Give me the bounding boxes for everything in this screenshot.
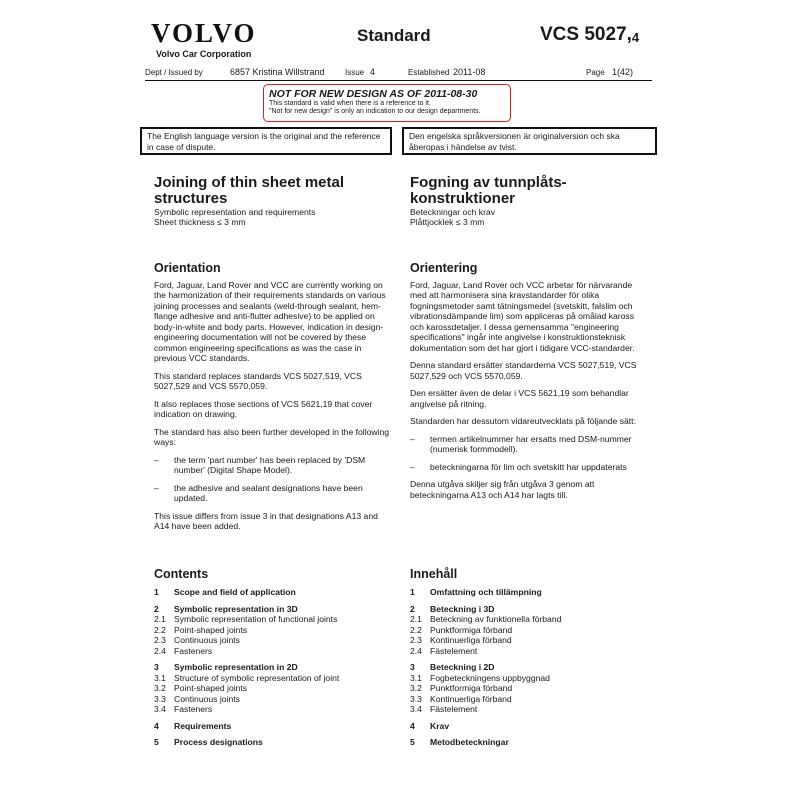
toc-title: Beteckning i 3D [430, 603, 495, 614]
paragraph-en-2: This standard replaces standards VCS 5027,519, VCS 5027,529 and VCS 5570,059. [154, 370, 362, 391]
bullet-dash: – [154, 482, 159, 493]
toc-title: Symbolic representation in 2D [174, 662, 298, 672]
bullet-dash: – [410, 433, 415, 444]
toc-number: 5 [410, 737, 415, 747]
toc-en [154, 587, 339, 748]
toc-entry[interactable] [410, 721, 561, 732]
issue-label: Issue [345, 68, 365, 77]
toc-number: 4 [154, 720, 159, 731]
toc-number: 5 [154, 737, 159, 747]
contents-en [154, 567, 339, 748]
toc-title: Fasteners [174, 704, 213, 714]
toc-number: 3.4 [154, 704, 166, 714]
bullet-text: the term 'part number' has been replaced by 'DSM number' (Digital Shape Model). [174, 454, 366, 475]
toc-entry[interactable] [154, 673, 339, 684]
toc-number: 2.3 [154, 635, 166, 645]
toc-title: Structure of symbolic representation of joint [174, 672, 340, 683]
toc-title: Point-shaped joints [174, 683, 248, 693]
subtitle-sv-2: Plåttjocklek ≤ 3 mm [410, 217, 485, 227]
notice-line-1: This standard is valid when there is a reference to it. [269, 100, 431, 107]
paragraph-sv-3: Den ersätter även de delar i VCS 5621,19 som behandlar angivelse på ritning. [410, 388, 629, 409]
toc-number: 3.3 [154, 693, 166, 704]
volvo-logo: VOLVO [151, 18, 257, 48]
document-title-en: Joining of thin sheet metal structures [154, 174, 345, 207]
paragraph-en-4: The standard has also been further developed in the following ways: [154, 426, 390, 447]
toc-entry[interactable] [154, 604, 339, 615]
toc-entry[interactable] [154, 635, 339, 646]
notice-line-2: "Not for new design" is only an indication to our design departments. [269, 108, 481, 115]
toc-entry[interactable] [410, 683, 561, 694]
toc-title: Scope and field of application [174, 587, 296, 597]
toc-number: 2.2 [154, 624, 166, 635]
toc-title: Continuous joints [174, 693, 240, 704]
paragraph-sv-1: Ford, Jaguar, Land Rover och VCC arbetar för närvarande med att harmonisera sina kravstandarder för olika fogningsmetoder samt tätningsmedel (svetskitt, falslim och vibrationsdämpande lim) som appliceras på omålad kaross och karossdetaljer. I dessa gemensamma "engineering specifications" ingår inte angivelse i konstruktionsteknisk dokumentation som det har gjort i tidigare VCC-standarder. [410, 279, 635, 353]
language-box-sv: Den engelska språkversionen är originalversion och ska åberopas i händelse av tvist. [402, 127, 657, 155]
toc-entry[interactable] [154, 694, 339, 705]
bullet-dash: – [154, 454, 159, 465]
contents-heading-sv: Innehåll [410, 567, 458, 581]
toc-entry[interactable] [410, 673, 561, 684]
swedish-body [410, 263, 650, 507]
toc-title: Process designations [174, 737, 263, 747]
toc-entry[interactable] [410, 625, 561, 636]
orientation-heading-sv: Orientering [410, 261, 478, 275]
bullet-text: termen artikelnummer har ersatts med DSM-nummer (numerisk formmodell). [430, 433, 632, 454]
toc-number: 4 [410, 720, 415, 731]
toc-number: 2.4 [154, 645, 166, 656]
corporation-name: Volvo Car Corporation [156, 49, 252, 59]
toc-title: Beteckning av funktionella förband [430, 614, 562, 624]
toc-title: Symbolic representation of functional joints [174, 614, 338, 624]
toc-number: 2.1 [410, 614, 422, 624]
toc-title: Kontinuerliga förband [430, 635, 512, 645]
toc-title: Fogbeteckningens uppbyggnad [430, 672, 550, 683]
paragraph-sv-5: Denna utgåva skiljer sig från utgåva 3 genom att beteckningarna A13 och A14 har lagts till. [410, 479, 595, 500]
toc-entry[interactable] [410, 737, 561, 748]
toc-title: Punktformiga förband [430, 683, 513, 693]
toc-title: Continuous joints [174, 635, 240, 645]
toc-entry[interactable] [154, 646, 339, 657]
toc-entry[interactable] [154, 683, 339, 694]
document-title-sv: Fogning av tunnplåts-konstruktioner [410, 174, 567, 207]
toc-number: 3.4 [410, 704, 422, 714]
toc-number: 3.3 [410, 693, 422, 704]
toc-entry[interactable] [410, 694, 561, 705]
contents-sv [410, 567, 561, 748]
header-rule [145, 80, 652, 81]
toc-entry[interactable] [154, 737, 339, 748]
bullet-text: the adhesive and sealant designations have been updated. [174, 482, 363, 503]
toc-number: 1 [154, 587, 159, 597]
toc-entry[interactable] [154, 662, 339, 673]
bullet-dash: – [410, 461, 415, 472]
toc-title: Punktformiga förband [430, 624, 513, 635]
toc-number: 2.1 [154, 614, 166, 624]
english-body [154, 263, 394, 539]
bullet-text: beteckningarna för lim och svetskitt har uppdaterats [430, 461, 627, 472]
bullet-sv-1 [410, 434, 650, 455]
bullet-en-1 [154, 455, 394, 476]
toc-title: Point-shaped joints [174, 624, 248, 635]
paragraph-sv-2: Denna standard ersätter standarderna VCS 5027,519, VCS 5027,529 och VCS 5570,059. [410, 360, 637, 381]
bullet-sv-2 [410, 462, 650, 473]
toc-number: 2 [154, 603, 159, 614]
page-label: Page [586, 68, 605, 77]
toc-title: Fasteners [174, 645, 213, 656]
subtitle-en-1: Symbolic representation and requirements [154, 207, 316, 217]
page-value: 1(42) [612, 67, 634, 77]
toc-title: Fästelement [430, 704, 478, 714]
toc-number: 3 [410, 662, 415, 672]
toc-number: 2.4 [410, 645, 422, 656]
toc-entry[interactable] [154, 614, 339, 625]
toc-title: Krav [430, 720, 450, 731]
orientation-heading-en: Orientation [154, 261, 221, 275]
toc-entry[interactable] [154, 625, 339, 636]
toc-title: Omfattning och tillämpning [430, 587, 542, 597]
toc-entry[interactable] [154, 721, 339, 732]
toc-entry[interactable] [410, 614, 561, 625]
english-column [154, 175, 394, 227]
standard-number-main: VCS 5027, [540, 24, 632, 45]
toc-entry[interactable] [410, 704, 561, 715]
established-label: Established [408, 68, 450, 77]
toc-entry[interactable] [410, 646, 561, 657]
toc-number: 2.2 [410, 624, 422, 635]
toc-sv [410, 587, 561, 748]
toc-title: Kontinuerliga förband [430, 693, 512, 704]
standard-number [540, 24, 639, 46]
subtitle-en-2: Sheet thickness ≤ 3 mm [154, 217, 246, 227]
established-value: 2011-08 [453, 67, 486, 77]
dept-label: Dept / Issued by [145, 68, 203, 77]
paragraph-en-1: Ford, Jaguar, Land Rover and VCC are currently working on the harmonization of their requirements standards on various joining processes and sealants (weld-through sealant, hem-flange adhesive and anti-flutter adhesive) to be applied on body-in-white and body parts. However, indication in design-engineering documentation will not be covered by these common engineering specifications as was the case in previous VCC standards. [154, 279, 386, 363]
dept-value: 6857 Kristina Willstrand [230, 67, 325, 77]
subtitle-sv-1: Beteckningar och krav [410, 207, 496, 217]
toc-number: 3.1 [154, 672, 166, 683]
toc-number: 2.3 [410, 635, 422, 645]
standard-number-sub: 4 [631, 30, 640, 45]
toc-title: Requirements [174, 720, 232, 731]
toc-entry[interactable] [410, 587, 561, 598]
toc-number: 3.2 [154, 683, 166, 693]
toc-title: Beteckning i 2D [430, 662, 495, 672]
toc-number: 3 [154, 662, 159, 672]
notice-title: NOT FOR NEW DESIGN AS OF 2011-08-30 [269, 88, 478, 100]
toc-entry[interactable] [410, 662, 561, 673]
issue-value: 4 [370, 67, 376, 77]
paragraph-sv-4: Standarden har dessutom vidareutvecklats på följande sätt: [410, 416, 636, 426]
toc-title: Symbolic representation in 3D [174, 603, 298, 614]
toc-entry[interactable] [154, 587, 339, 598]
language-box-en: The English language version is the original and the reference in case of dispute. [140, 127, 392, 155]
toc-entry[interactable] [154, 704, 339, 715]
toc-number: 2 [410, 603, 415, 614]
toc-title: Metodbeteckningar [430, 737, 509, 747]
toc-number: 1 [410, 587, 415, 597]
toc-number: 3.2 [410, 683, 422, 693]
toc-title: Fästelement [430, 645, 478, 656]
swedish-column [410, 175, 650, 227]
paragraph-en-3: It also replaces those sections of VCS 5621,19 that cover indication on drawing. [154, 398, 373, 419]
toc-entry[interactable] [410, 635, 561, 646]
contents-heading-en: Contents [154, 567, 209, 581]
toc-entry[interactable] [410, 604, 561, 615]
not-for-new-design-notice [263, 84, 511, 122]
bullet-en-2 [154, 483, 394, 504]
document-type: Standard [357, 26, 431, 45]
toc-number: 3.1 [410, 672, 422, 683]
paragraph-en-5: This issue differs from issue 3 in that designations A13 and A14 have been added. [154, 510, 378, 531]
